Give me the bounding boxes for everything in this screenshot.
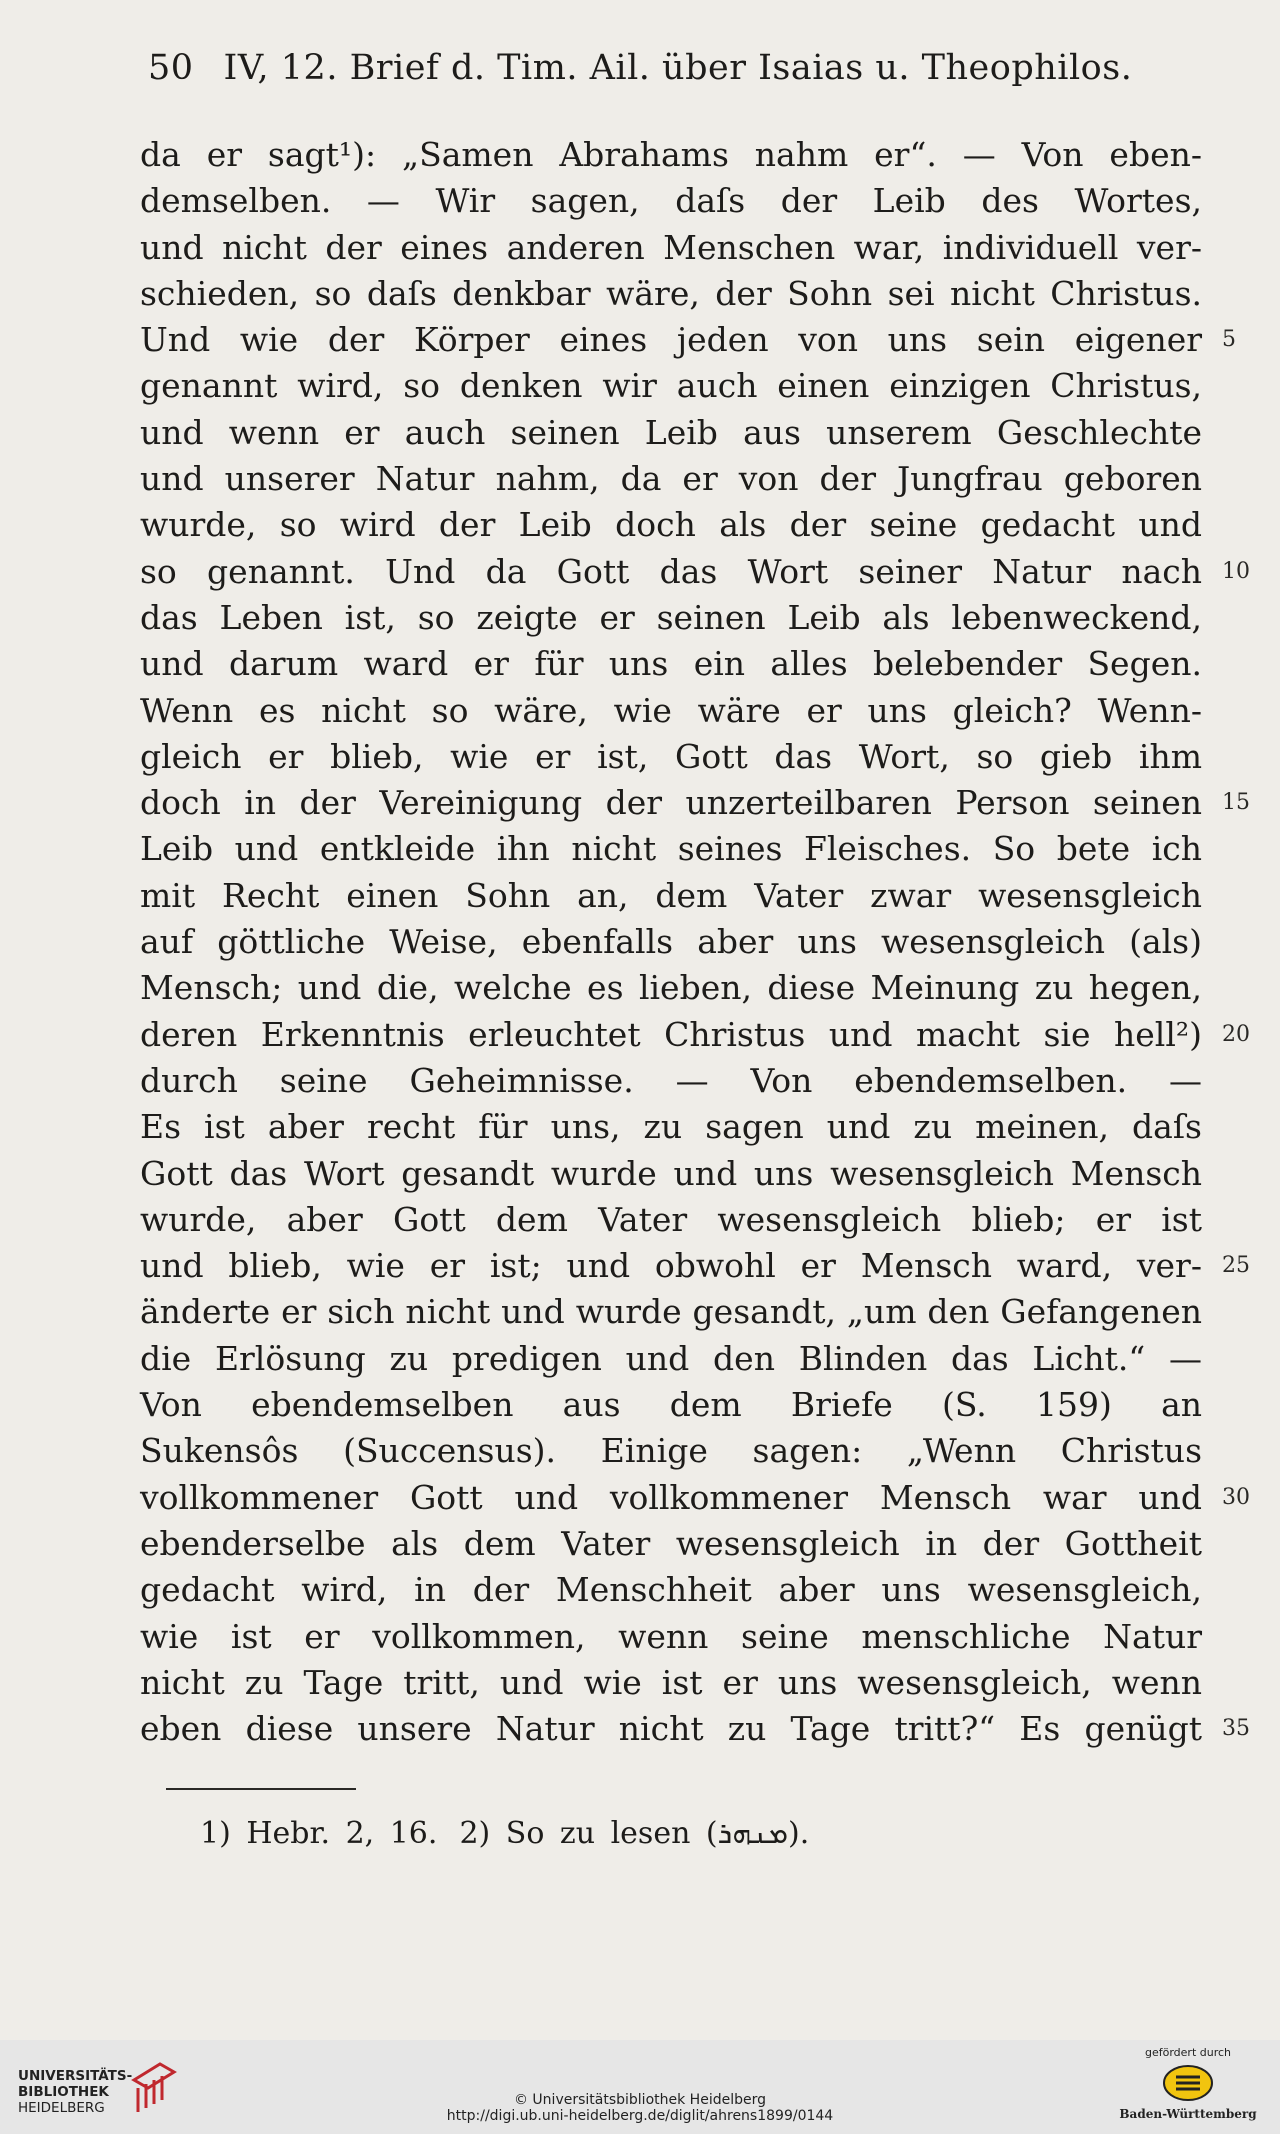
line-text: Sukensôs (Succensus). Einige sagen: „Wenn Christus (140, 1431, 1202, 1471)
text-line (140, 734, 1210, 780)
text-line (140, 1567, 1210, 1613)
text-line (140, 1197, 1210, 1243)
text-line (140, 1151, 1210, 1197)
text-line (140, 965, 1210, 1011)
permalink[interactable]: http://digi.ub.uni-heidelberg.de/diglit/ahrens1899/0144 (446, 2108, 834, 2124)
text-line (140, 178, 1210, 224)
line-text: eben diese unsere Natur nicht zu Tage tritt?“ Es genügt (140, 1709, 1202, 1749)
line-text: da er sagt¹): „Samen Abrahams nahm er“. — Von eben- (140, 135, 1202, 174)
line-text: und blieb, wie er ist; und obwohl er Mensch ward, ver- (140, 1246, 1202, 1286)
line-text: wie ist er vollkommen, wenn seine menschliche Natur (140, 1616, 1202, 1656)
line-text: vollkommener Gott und vollkommener Mensch war und (140, 1477, 1202, 1517)
text-line (140, 919, 1210, 965)
line-text: gedacht wird, in der Menschheit aber uns wesensgleich, (140, 1570, 1202, 1610)
line-text: Von ebendemselben aus dem Briefe (S. 159) an (140, 1385, 1202, 1425)
line-text: Gott das Wort gesandt wurde und uns wesensgleich Mensch (140, 1153, 1202, 1193)
text-line (140, 363, 1210, 409)
footnotes (200, 1816, 809, 1851)
text-line (140, 410, 1210, 456)
text-line (140, 1660, 1210, 1706)
text-line (140, 1104, 1210, 1150)
text-line (140, 502, 1210, 548)
line-text: wurde, so wird der Leib doch als der seine gedacht und (140, 505, 1202, 545)
copyright-text: © Universitätsbibliothek Heidelberg (513, 2092, 766, 2108)
line-text: die Erlösung zu predigen und den Blinden das Licht.“ — (140, 1338, 1202, 1378)
line-number: 10 (1222, 558, 1250, 584)
line-text: Mensch; und die, welche es lieben, diese Meinung zu hegen, (140, 968, 1202, 1008)
running-header (148, 48, 1148, 88)
line-text: nicht zu Tage tritt, und wie ist er uns wesensgleich, wenn (140, 1662, 1202, 1702)
line-number: 15 (1222, 790, 1250, 816)
line-text: gleich er blieb, wie er ist, Gott das Wort, so gieb ihm (140, 736, 1202, 776)
line-text: Es ist aber recht für uns, zu sagen und zu meinen, daſs (140, 1107, 1202, 1147)
line-text: so genannt. Und da Gott das Wort seiner Natur nach (140, 551, 1202, 591)
line-number: 35 (1222, 1716, 1250, 1742)
text-line (140, 456, 1210, 502)
line-number: 5 (1222, 327, 1236, 353)
line-text: und nicht der eines anderen Menschen war, individuell ver- (140, 227, 1202, 267)
line-text: wurde, aber Gott dem Vater wesensgleich blieb; er ist (140, 1199, 1202, 1239)
line-text: demselben. — Wir sagen, daſs der Leib des Wortes, (140, 181, 1202, 221)
line-number: 30 (1222, 1484, 1250, 1510)
body-text (140, 132, 1250, 1752)
text-line (140, 225, 1210, 271)
line-text: durch seine Geheimnisse. — Von ebendemselben. — (140, 1060, 1202, 1100)
line-text: doch in der Vereinigung der unzerteilbaren Person seinen (140, 783, 1202, 823)
line-text: das Leben ist, so zeigte er seinen Leib als lebenweckend, (140, 597, 1202, 637)
text-line (140, 1614, 1210, 1660)
line-number: 20 (1222, 1021, 1250, 1047)
line-text: und wenn er auch seinen Leib aus unserem Geschlechte (140, 412, 1202, 452)
text-line (140, 132, 1210, 178)
line-text: schieden, so daſs denkbar wäre, der Sohn sei nicht Christus. (140, 273, 1202, 313)
text-line (140, 1706, 1250, 1752)
text-line (140, 1336, 1210, 1382)
running-title: IV, 12. Brief d. Tim. Ail. über Isaias u. Theophilos. (223, 48, 1133, 88)
line-text: auf göttliche Weise, ebenfalls aber uns wesensgleich (als) (140, 922, 1202, 962)
page-number: 50 (148, 48, 194, 88)
footnote-1: 1) Hebr. 2, 16. (200, 1816, 438, 1851)
state-crest-icon (1160, 2063, 1216, 2103)
text-line (140, 1058, 1210, 1104)
line-text: und darum ward er für uns ein alles belebender Segen. (140, 644, 1202, 684)
funded-by-label: gefördert durch (1144, 2046, 1232, 2059)
copyright-notice (0, 2092, 1280, 2124)
line-text: Leib und entkleide ihn nicht seines Fleisches. So bete ich (140, 829, 1202, 869)
text-line (140, 873, 1210, 919)
line-text: mit Recht einen Sohn an, dem Vater zwar wesensgleich (140, 875, 1202, 915)
text-line (140, 688, 1210, 734)
text-line (140, 780, 1250, 826)
library-logo-text[interactable]: UNIVERSITÄTS- BIBLIOTHEK HEIDELBERG (18, 2068, 133, 2116)
text-line (140, 1428, 1210, 1474)
line-text: deren Erkenntnis erleuchtet Christus und macht sie hell²) (140, 1014, 1202, 1054)
text-line (140, 1012, 1250, 1058)
line-text: und unserer Natur nahm, da er von der Jungfrau geboren (140, 459, 1202, 499)
line-text: ebenderselbe als dem Vater wesensgleich in der Gottheit (140, 1523, 1202, 1563)
text-line (140, 1382, 1210, 1428)
text-line (140, 1475, 1250, 1521)
text-line (140, 549, 1250, 595)
text-line (140, 641, 1210, 687)
funder-block (1118, 2046, 1258, 2121)
line-text: änderte er sich nicht und wurde gesandt, „um den Gefangenen (140, 1292, 1202, 1332)
line-text: Wenn es nicht so wäre, wie wäre er uns gleich? Wenn- (140, 690, 1202, 730)
text-line (140, 271, 1210, 317)
state-name: Baden-Württemberg (1119, 2107, 1257, 2121)
text-line (140, 1521, 1210, 1567)
text-line (140, 317, 1236, 363)
footnote-2: 2) So zu lesen (ܡܢܗܪ). (459, 1816, 810, 1851)
line-number: 25 (1222, 1253, 1250, 1279)
text-line (140, 595, 1210, 641)
line-text: genannt wird, so denken wir auch einen einzigen Christus, (140, 366, 1202, 406)
line-text: Und wie der Körper eines jeden von uns sein eigener (140, 320, 1202, 360)
viewer-footer (0, 2040, 1280, 2134)
text-line (140, 826, 1210, 872)
footnote-rule (166, 1788, 356, 1790)
text-line (140, 1243, 1250, 1289)
text-line (140, 1289, 1210, 1335)
